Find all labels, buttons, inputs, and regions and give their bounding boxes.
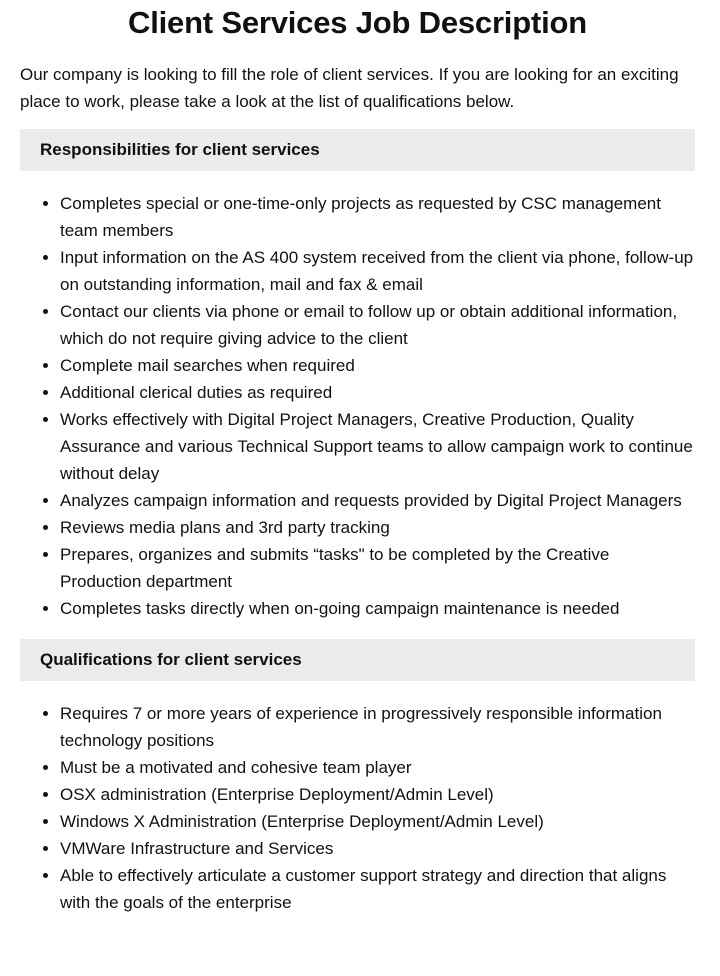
list-item: • Reviews media plans and 3rd party tracking	[60, 514, 695, 541]
job-description	[20, 0, 695, 916]
list-item: • Requires 7 or more years of experience in progressively responsible information technology positions	[60, 700, 695, 754]
list-item: • Must be a motivated and cohesive team player	[60, 754, 695, 781]
list-item: • OSX administration (Enterprise Deployment/Admin Level)	[60, 781, 695, 808]
list-item: • Input information on the AS 400 system received from the client via phone, follow-up on outstanding information, mail and fax & email	[60, 244, 695, 298]
responsibilities-heading: Responsibilities for client services	[20, 129, 695, 171]
list-item: • Windows X Administration (Enterprise Deployment/Admin Level)	[60, 808, 695, 835]
page-title: Client Services Job Description	[128, 5, 587, 40]
list-item: • Additional clerical duties as required	[60, 379, 695, 406]
list-item: • Works effectively with Digital Project Managers, Creative Production, Quality Assurance and various Technical Support teams to allow campaign work to continue without delay	[60, 406, 695, 487]
responsibilities-list	[20, 190, 695, 622]
list-item: • Completes tasks directly when on-going campaign maintenance is needed	[60, 595, 695, 622]
list-item: • VMWare Infrastructure and Services	[60, 835, 695, 862]
list-item: • Prepares, organizes and submits “tasks" to be completed by the Creative Production department	[60, 541, 695, 595]
list-item: • Contact our clients via phone or email to follow up or obtain additional information, which do not require giving advice to the client	[60, 298, 695, 352]
list-item: • Analyzes campaign information and requests provided by Digital Project Managers	[60, 487, 695, 514]
intro-paragraph: Our company is looking to fill the role of client services. If you are looking for an exciting place to work, please take a look at the list of qualifications below.	[20, 65, 679, 111]
list-item: • Complete mail searches when required	[60, 352, 695, 379]
qualifications-list	[20, 700, 695, 916]
list-item: • Completes special or one-time-only projects as requested by CSC management team members	[60, 190, 695, 244]
qualifications-heading: Qualifications for client services	[20, 639, 695, 681]
list-item: • Able to effectively articulate a customer support strategy and direction that aligns with the goals of the enterprise	[60, 862, 695, 916]
